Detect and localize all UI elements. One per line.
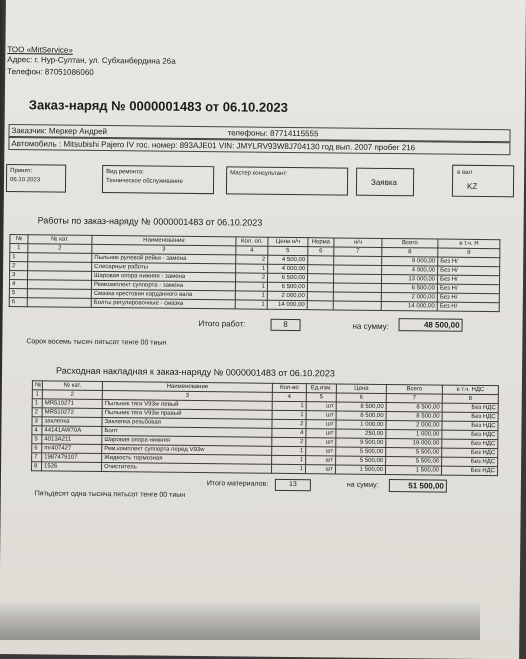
cell: 4 [272, 428, 306, 437]
cell: шт [306, 429, 336, 438]
cell: Пыльник рулевой рейки - замена [92, 253, 236, 264]
cell: 19 000,00 [386, 439, 442, 449]
materials-col-header: Всего [386, 385, 442, 395]
cell: 4 000,00 [268, 264, 308, 273]
cell: 2 000,00 [267, 291, 307, 300]
cell: Без НДС [442, 430, 498, 440]
materials-col-header: Цена [336, 384, 386, 394]
cell: 9 000,00 [382, 256, 438, 266]
works-col-header: Всего [382, 238, 438, 248]
company-phone: Телефон: 87051086060 [7, 67, 94, 77]
works-title: Работы по заказ-наряду № 0000001483 от 06.10.2023 [37, 215, 263, 228]
cell: Заклепка резьбовая [102, 418, 272, 429]
cell: 6 500,00 [267, 282, 307, 291]
request-box [356, 168, 414, 197]
consultant-label: Мастер консультант: [230, 170, 288, 177]
cell: mr407427 [42, 444, 102, 454]
cell: 1 500,00 [385, 466, 441, 476]
materials-col-header: № кат. [42, 381, 102, 391]
cell: 1 [272, 401, 306, 410]
cell: 3 [10, 271, 28, 280]
cell: 1 000,00 [386, 430, 442, 440]
order-title: Заказ-наряд № 0000001483 от 06.10.2023 [28, 97, 288, 115]
accepted-label: Принят: [10, 168, 33, 175]
materials-col-header: Ед.изм. [306, 384, 336, 393]
materials-colnum: 1 [32, 390, 42, 399]
repair-type-label: Вид ремонта: [106, 169, 144, 176]
accepted-date: 06.10.2023 [10, 177, 41, 184]
cell: Ремкомплект суппорта - замена [91, 280, 235, 291]
cell: Без Н/ [437, 275, 499, 285]
cell: 1 [235, 291, 267, 300]
consultant-box [226, 166, 348, 195]
cell: 5 [9, 289, 27, 298]
cell: 1 500,00 [335, 465, 385, 475]
cell: Без НДС [442, 403, 498, 413]
cell: 5 [32, 435, 42, 444]
cell: Без НДС [442, 439, 498, 449]
cell: 1 [32, 399, 42, 408]
cell: 1526 [42, 462, 102, 472]
works-colnum: 7 [334, 247, 382, 257]
materials-colnum: 3 [102, 391, 272, 402]
cell: заклепка [42, 417, 102, 427]
currency-box [452, 165, 514, 198]
works-col-header: Норма [308, 238, 334, 247]
cell: Шаровая опора нижняя [102, 436, 272, 447]
works-colnum: 5 [268, 246, 308, 255]
cell: 1987479107 [42, 453, 102, 463]
materials-colnum: 4 [272, 392, 306, 401]
cell: Очиститель [102, 463, 272, 474]
cell: 1 [271, 464, 305, 473]
cell: MR510271 [42, 399, 102, 409]
materials-colnum: 8 [442, 394, 498, 404]
cell: 5 500,00 [386, 457, 442, 467]
request-label: Заявка [371, 177, 398, 188]
cell: 4 [9, 280, 27, 289]
works-col-header: Наименование [92, 235, 236, 246]
cell: 2 [236, 255, 268, 264]
materials-table [31, 380, 499, 476]
car-info: Автомобиль : Mitsubishi Pajero IV гос. номер: 893AJE01 VIN: JMYLRV93W8J704130 год вып. 2007 пробег 216 [11, 139, 416, 153]
cell: 6 [32, 444, 42, 453]
materials-total-label: Итого материалов: [206, 480, 269, 488]
cell: 1 [235, 300, 267, 309]
materials-total-count: 13 [275, 479, 311, 491]
cell: 14 000,00 [381, 301, 437, 311]
cell: Без Н/ [437, 293, 499, 303]
works-colnum: 8 [382, 247, 438, 257]
materials-col-header: в т.ч. НДС [442, 385, 498, 395]
works-total-label: Итого работ: [198, 319, 246, 329]
cell: Без Н/ [438, 257, 500, 267]
works-col-header: н/ч [334, 238, 382, 248]
cell [334, 256, 382, 266]
works-colnum: 3 [92, 244, 236, 255]
materials-colnum: 6 [336, 393, 386, 403]
company-address: Адрес: г. Нур-Султан, ул. Субханбердина 26а [7, 55, 176, 66]
works-sum-label: на сумму: [352, 321, 389, 332]
cell: 2 [272, 419, 306, 428]
cell: Слесарные работы [92, 262, 236, 273]
materials-colnum: 7 [386, 394, 442, 404]
currency-value: KZ [466, 181, 478, 191]
cell: шт [306, 456, 336, 465]
cell: Шаровая опора нижняя - замена [92, 271, 236, 282]
cell: 1 [236, 264, 268, 273]
cell: Болт [102, 427, 272, 438]
cell: Пыльник тяги V93w правый [102, 409, 272, 420]
cell: 2 000,00 [386, 421, 442, 431]
works-colnum: 4 [236, 246, 268, 255]
cell: 6 [9, 298, 27, 307]
works-colnum: 9 [438, 248, 500, 258]
cell: 1 [272, 410, 306, 419]
cell: Смазка крестовин карданного вала [91, 289, 235, 300]
cell: Без Н/ [437, 284, 499, 294]
cell: 4 000,00 [382, 265, 438, 275]
cell [333, 283, 381, 293]
cell: Без НДС [441, 466, 497, 476]
cell: 8 500,00 [386, 403, 442, 413]
cell: 1 [272, 446, 306, 455]
photo-shadow [0, 600, 480, 640]
cell: Рем.комплект суппорта перед V93w [102, 445, 272, 456]
works-col-header: № [10, 235, 28, 244]
cell: Жидкость тормозная [102, 454, 272, 465]
cell: 3 [32, 417, 42, 426]
cell: MR510272 [42, 408, 102, 418]
cell: 1 [235, 282, 267, 291]
cell: Пыльник тяги V93w левый [102, 400, 272, 411]
cell: шт [305, 465, 335, 474]
cell: 9 500,00 [336, 438, 386, 448]
works-colnum: 6 [308, 247, 334, 256]
materials-title: Расходная накладная к заказ-наряду № 0000001483 от 06.10.2023 [56, 365, 335, 379]
cell [27, 298, 91, 308]
cell: шт [306, 411, 336, 420]
cell: 1 [272, 455, 306, 464]
cell [307, 283, 333, 292]
cell [307, 292, 333, 301]
works-table [9, 234, 501, 312]
cell: 2 [10, 262, 28, 271]
cell: 14 000,00 [267, 300, 307, 309]
works-in-words: Сорок восемь тысяч пятьсот тенге 00 тиын [26, 338, 167, 347]
cell: Без Н/ [438, 266, 500, 276]
cell: Без НДС [442, 412, 498, 422]
cell: 4013A211 [42, 435, 102, 445]
currency-label: в вал [457, 169, 472, 176]
cell [308, 256, 334, 265]
cell: 13 000,00 [381, 274, 437, 284]
cell [334, 265, 382, 275]
works-colnum: 1 [10, 244, 28, 253]
cell: шт [306, 420, 336, 429]
cell: 1 000,00 [336, 420, 386, 430]
cell: 2 [32, 408, 42, 417]
works-sum-value: 48 500,00 [398, 318, 462, 332]
materials-col-header: № [32, 381, 42, 390]
cell: 250,00 [336, 429, 386, 439]
cell: шт [306, 402, 336, 411]
repair-type-value: Техническое обслуживание [106, 178, 183, 185]
works-col-header: Кол. оп. [236, 237, 268, 246]
cell: Без НДС [442, 448, 498, 458]
cell: 8 500,00 [386, 412, 442, 422]
cell: шт [306, 447, 336, 456]
cell: 5 500,00 [336, 447, 386, 457]
cell: 5 500,00 [336, 456, 386, 466]
materials-colnum: 5 [306, 393, 336, 402]
company-name: ТОО «MitService» [7, 45, 73, 55]
cell [307, 274, 333, 283]
materials-sum-label: на сумму: [346, 481, 379, 489]
works-total-count: 8 [270, 319, 300, 331]
repair-type-box [102, 165, 214, 194]
cell: 8 500,00 [336, 411, 386, 421]
cell: 7 [32, 453, 42, 462]
cell: 8 [32, 462, 42, 471]
cell: Без НДС [442, 421, 498, 431]
customer-name: Заказчик: Меркер Андрей [11, 126, 108, 137]
materials-col-header: Кол-во [272, 383, 306, 392]
cell [307, 301, 333, 310]
cell: 4 [32, 426, 42, 435]
cell: 44141AW70A [42, 426, 102, 436]
works-colnum: 2 [28, 244, 92, 254]
materials-in-words: Пятьдесят одна тысяча пятьсот тенге 00 тиын [34, 490, 186, 499]
cell: Болты регулировочные - смазка [91, 298, 235, 309]
materials-sum-value: 51 500,00 [389, 479, 447, 493]
materials-colnum: 2 [42, 390, 102, 400]
cell: 2 000,00 [381, 292, 437, 302]
cell: 6 500,00 [381, 283, 437, 293]
cell: Без НДС [442, 457, 498, 467]
cell [308, 265, 334, 274]
cell [333, 274, 381, 284]
materials-col-header: Наименование [102, 382, 272, 393]
cell: 2 [235, 273, 267, 282]
cell [333, 301, 381, 311]
cell [333, 292, 381, 302]
cell: 2 [272, 437, 306, 446]
cell: 6 500,00 [267, 273, 307, 282]
cell: шт [306, 438, 336, 447]
works-col-header: в т.ч. Н [438, 239, 500, 249]
cell: 1 [10, 253, 28, 262]
works-col-header: Цена н/ч [268, 237, 308, 246]
accepted-box [6, 164, 66, 193]
works-col-header: № кат. [28, 235, 92, 245]
cell: 5 500,00 [386, 448, 442, 458]
cell: 8 500,00 [336, 402, 386, 412]
cell: 4 500,00 [268, 255, 308, 264]
cell: Без Н/ [437, 302, 499, 312]
customer-phones: телефоны: 87714115555 [227, 128, 319, 139]
